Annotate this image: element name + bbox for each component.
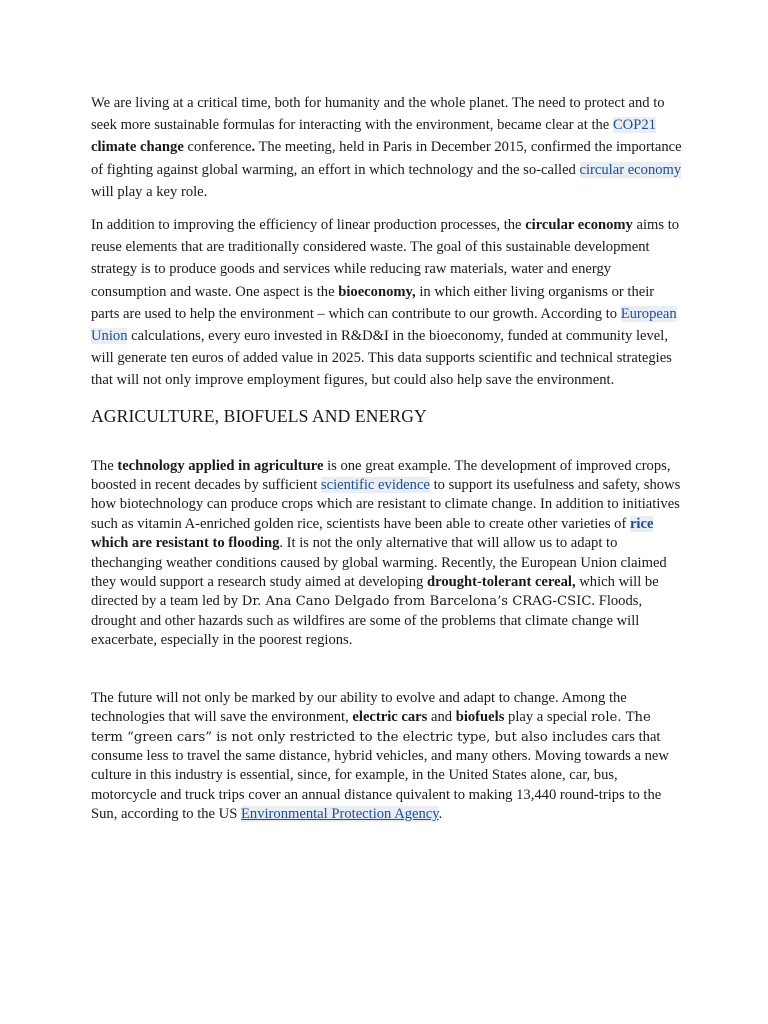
text: play a special xyxy=(504,709,592,726)
text: . Floods, drought and other hazards such as wildfires are some of the problems that climate change will exacerbate, especially in the poorest regions. xyxy=(91,593,643,649)
bold-text: climate change xyxy=(91,139,184,156)
section-heading: AGRICULTURE, BIOFUELS AND ENERGY xyxy=(91,405,427,426)
text: and xyxy=(427,709,456,726)
bold-text: electric cars xyxy=(352,709,428,726)
text: calculations, every euro invested in R&D&I in the bioeconomy, funded at community level, will generate ten euros of added value in 2025. This data supports scientific and technical strategies that will not only improve employment figures, but could also help save the environment. xyxy=(91,328,672,389)
link-rice[interactable]: rice xyxy=(629,515,654,532)
bold-text: . xyxy=(251,139,256,156)
bold-text: technology applied in agriculture xyxy=(117,457,324,474)
link-scientific-evidence[interactable]: scientific evidence xyxy=(320,477,430,494)
text: is one great example. The development of improved crops, boosted in recent decades by sufficient xyxy=(91,457,671,494)
paragraph-green-cars xyxy=(91,689,683,825)
paragraph-agriculture xyxy=(91,457,683,651)
document-body xyxy=(91,92,683,825)
link-european-union[interactable]: European Union xyxy=(91,305,677,345)
text: aims to reuse elements that are traditionally considered waste. The goal of this sustainable development strategy is to produce goods and services while reducing raw materials, water and energy consumption and waste. One aspect is the xyxy=(91,217,680,300)
link-circular-economy[interactable]: circular economy xyxy=(579,161,682,178)
text: Dr. Ana Cano Delgado from Barcelona’s CRAG-CSIC xyxy=(241,594,592,610)
text: in which either living organisms or their parts are used to help the environment – which can contribute to our growth. According to xyxy=(91,283,655,322)
bold-text: drought-tolerant cereal, xyxy=(426,574,576,591)
text: . xyxy=(438,806,443,823)
link-environmental-protection-agency[interactable]: Environmental Protection Agency xyxy=(240,806,439,823)
text: The xyxy=(91,457,118,474)
text: In addition to improving the efficiency of linear production processes, the xyxy=(91,217,526,234)
bold-text: bioeconomy, xyxy=(338,283,416,300)
bold-text: biofuels xyxy=(455,709,505,726)
text: to support its usefulness and safety, shows how biotechnology can produce crops which are resistant to climate change. In addition to initiatives such as vitamin A-enriched golden rice, scientists have been able to create other varieties of xyxy=(91,477,681,532)
text: conference xyxy=(183,139,252,156)
text: role. The term “green cars” is not only restricted to the electric type, but also includes xyxy=(91,710,651,745)
text: cars that consume less to travel the same distance, hybrid vehicles, and many others. Moving towards a new culture in this industry is essential, since, for example, in the United States alone, car, bus, motorcycle and truck trips cover an annual distance quivalent to making 13,440 round-trips to the Sun, according to the US xyxy=(91,728,669,823)
bold-text: which are resistant to flooding xyxy=(91,535,280,552)
text: We are living at a critical time, both for humanity and the whole planet. The need to protect and to seek more sustainable formulas for interacting with the environment, became clear at the xyxy=(91,95,665,134)
text: . It is not the only alternative that will allow us to adapt to thechanging weather conditions caused by global warming. Recently, the European Union claimed they would support a research study aimed at developing xyxy=(91,535,667,591)
text: will play a key role. xyxy=(91,183,208,200)
text: The meeting, held in Paris in December 2015, confirmed the importance of fighting against global warming, an effort in which technology and the so-called xyxy=(91,139,682,178)
text: The future will not only be marked by our ability to evolve and adapt to change. Among the technologies that will save the environment, xyxy=(91,689,627,726)
paragraph-circular-economy xyxy=(91,214,683,392)
text: which will be directed by a team led by xyxy=(91,574,659,610)
link-cop21[interactable]: COP21 xyxy=(612,117,656,134)
bold-text: circular economy xyxy=(525,217,633,234)
paragraph-intro xyxy=(91,92,683,203)
